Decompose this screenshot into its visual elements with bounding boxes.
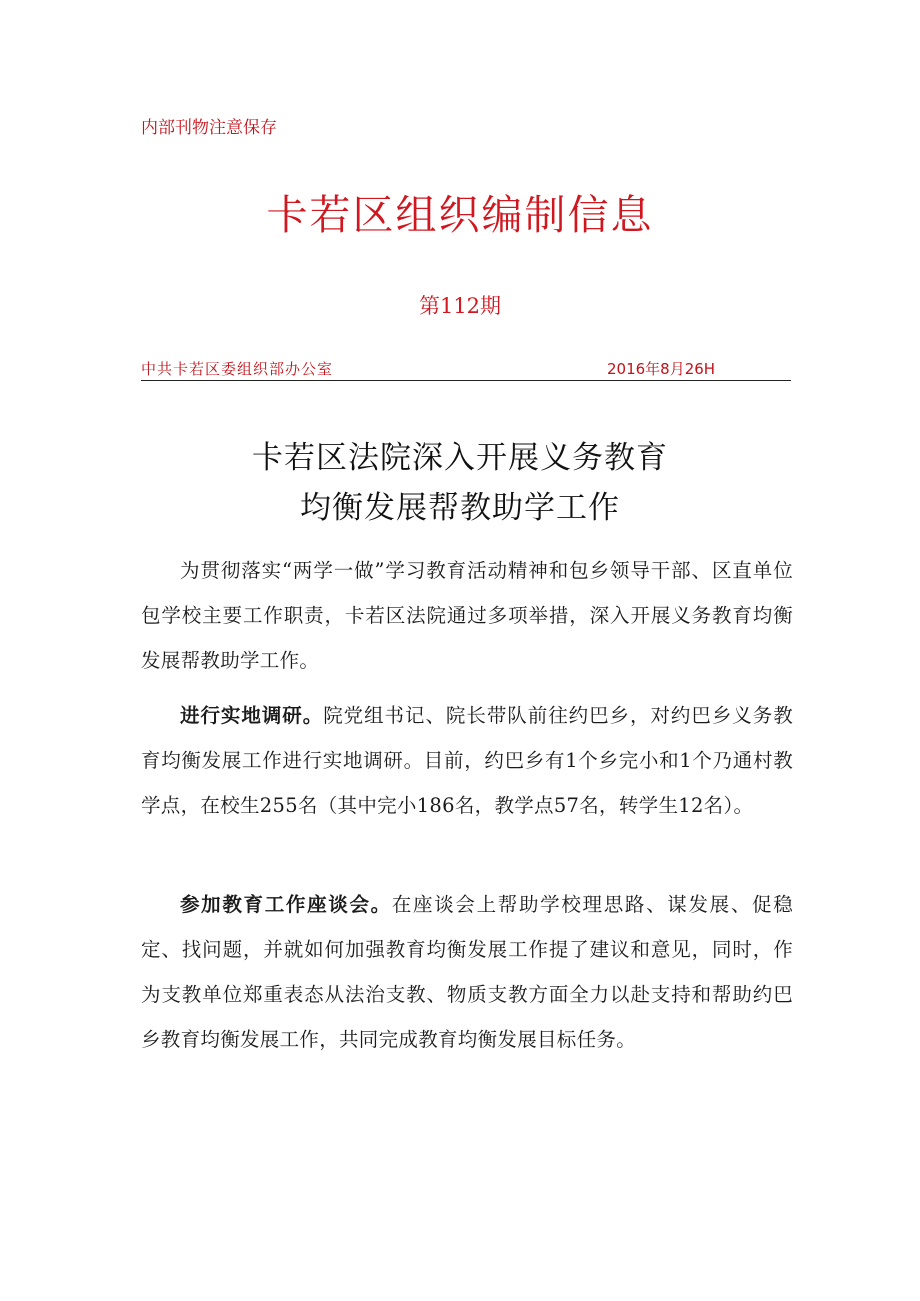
masthead-title: 卡若区组织编制信息 (266, 191, 654, 239)
article-paragraph-3 (141, 882, 793, 1062)
issue-number: 第112期 (418, 294, 502, 318)
paragraph-lead: 进行实地调研。 (180, 704, 324, 727)
issuer-line (141, 358, 791, 381)
article-headline-line-1: 卡若区法院深入开展义务教育 (252, 440, 668, 476)
issue-date: 2016年8月26H (607, 360, 716, 378)
paragraph-text: 在座谈会上帮助学校理思路、谋发展、促稳定、找问题，并就如何加强教育均衡发展工作提了建议和意见，同时，作为支教单位郑重表态从法治支教、物质支教方面全力以赴支持和帮助约巴乡教育均衡发展工作，共同完成教育均衡发展目标任务。 (141, 893, 793, 1051)
issuer-name: 中共卡若区委组织部办公室 (141, 360, 334, 378)
internal-notice: 内部刊物注意保存 (141, 118, 277, 138)
article-headline-line-2: 均衡发展帮教助学工作 (300, 490, 620, 526)
article-paragraph-2 (141, 693, 793, 828)
paragraph-text: 为贯彻落实“两学一做”学习教育活动精神和包乡领导干部、区直单位包学校主要工作职责，卡若区法院通过多项举措，深入开展义务教育均衡发展帮教助学工作。 (141, 559, 793, 672)
paragraph-lead: 参加教育工作座谈会。 (180, 893, 392, 916)
paragraph-text: 院党组书记、院长带队前往约巴乡，对约巴乡义务教育均衡发展工作进行实地调研。目前，约巴乡有1个乡完小和1个乃通村教学点，在校生255名（其中完小186名，教学点57名，转学生12名）。 (141, 704, 793, 817)
article-paragraph-1 (141, 548, 793, 683)
